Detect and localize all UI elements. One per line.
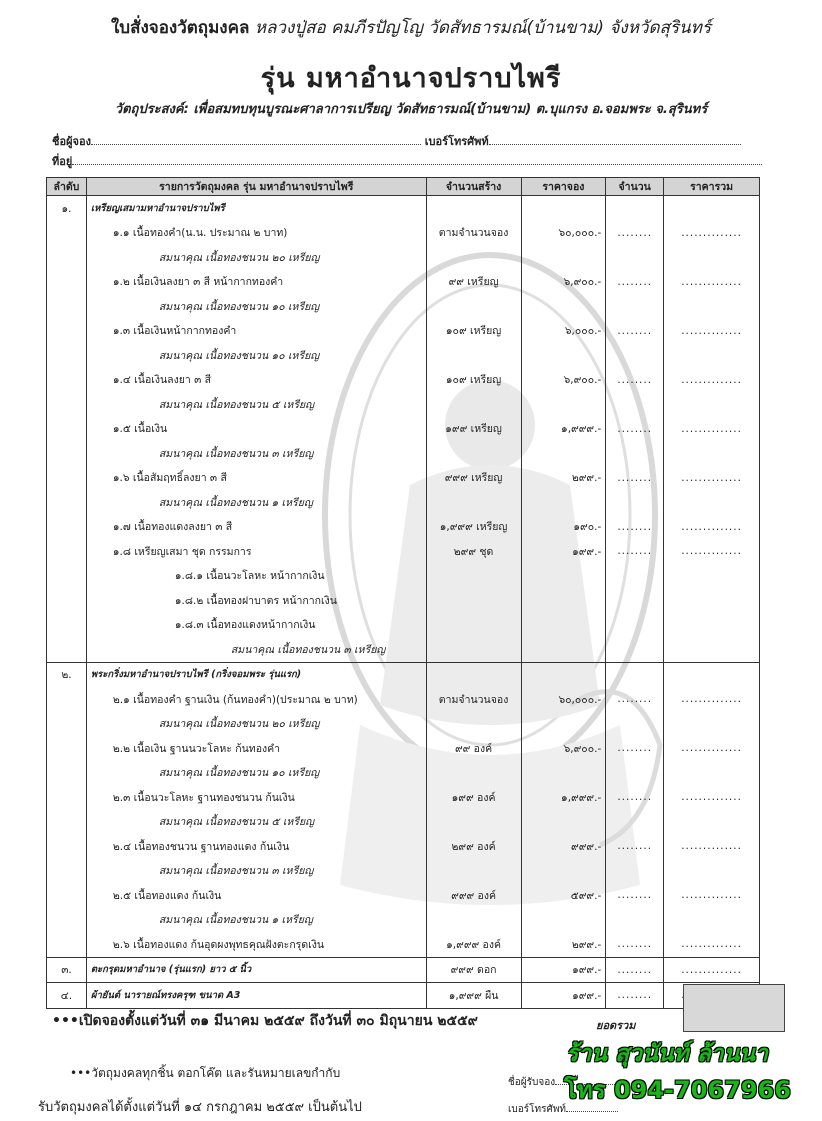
quantity-made: ตามจำนวนจอง — [426, 221, 521, 246]
item-name: ๒.๔ เนื้อทองชนวน ฐานทองแดง ก้นเงิน — [86, 834, 426, 859]
line-total-field[interactable]: .............. — [664, 883, 760, 908]
line-total-field[interactable]: .............. — [664, 368, 760, 393]
quantity-made — [426, 613, 521, 638]
quantity-made: ๑๙๙ องค์ — [426, 785, 521, 810]
table-row — [47, 712, 760, 737]
line-total-field[interactable]: .............. — [664, 834, 760, 859]
quantity-made — [426, 294, 521, 319]
quantity-made — [426, 196, 521, 221]
booking-price: ๑๙๐.- — [521, 515, 606, 540]
booking-price: ๑๙๙.- — [521, 957, 606, 983]
line-total-field[interactable]: .............. — [664, 466, 760, 491]
table-row — [47, 466, 760, 491]
quantity-made — [426, 859, 521, 884]
quantity-field[interactable]: ........ — [606, 539, 664, 564]
quantity-field — [606, 712, 664, 737]
row-number — [47, 883, 87, 908]
line-total-field — [664, 196, 760, 221]
booking-price: ๖,๐๐๐.- — [521, 319, 606, 344]
quantity-field — [606, 761, 664, 786]
item-name: ๑.๓ เนื้อเงินหน้ากากทองคำ — [86, 319, 426, 344]
booking-price — [521, 588, 606, 613]
item-name: ๒.๑ เนื้อทองคำ ฐานเงิน (ก้นทองคำ)(ประมาณ ๒ บาท) — [86, 687, 426, 712]
item-name: สมนาคุณ เนื้อทองชนวน ๒๐ เหรียญ — [86, 712, 426, 737]
line-total-field[interactable]: .............. — [664, 417, 760, 442]
booking-price — [521, 637, 606, 662]
col-no-header: ลำดับ — [47, 178, 87, 196]
line-total-field — [664, 662, 760, 687]
line-total-field — [664, 392, 760, 417]
grand-total-box[interactable] — [683, 984, 785, 1032]
table-row — [47, 564, 760, 589]
quantity-field — [606, 196, 664, 221]
table-header-row — [47, 178, 760, 196]
row-number — [47, 539, 87, 564]
quantity-field[interactable]: ........ — [606, 736, 664, 761]
line-total-field — [664, 810, 760, 835]
line-total-field — [664, 908, 760, 933]
booking-price — [521, 392, 606, 417]
quantity-made: ๙๙๙ องค์ — [426, 883, 521, 908]
booker-row — [52, 132, 741, 150]
item-name: สมนาคุณ เนื้อทองชนวน ๑ เหรียญ — [86, 908, 426, 933]
line-total-field — [664, 613, 760, 638]
quantity-field — [606, 564, 664, 589]
item-name: สมนาคุณ เนื้อทองชนวน ๑๐ เหรียญ — [86, 343, 426, 368]
booking-price: ๒๙๙.- — [521, 932, 606, 957]
row-number — [47, 588, 87, 613]
quantity-made: ๑,๙๙๙ เหรียญ — [426, 515, 521, 540]
table-row — [47, 368, 760, 393]
quantity-made — [426, 564, 521, 589]
quantity-made — [426, 908, 521, 933]
shop-phone: โทร 094-7067966 — [564, 1076, 791, 1104]
line-total-field — [664, 441, 760, 466]
table-row — [47, 932, 760, 957]
booking-price — [521, 810, 606, 835]
table-row — [47, 736, 760, 761]
row-number — [47, 834, 87, 859]
item-name: ๒.๖ เนื้อทองแดง ก้นอุดผงพุทธคุณฝังตะกรุดเงิน — [86, 932, 426, 957]
booking-price — [521, 613, 606, 638]
line-total-field — [664, 859, 760, 884]
quantity-made — [426, 490, 521, 515]
table-row — [47, 810, 760, 835]
quantity-made — [426, 637, 521, 662]
booking-price: ๙๙๙.- — [521, 834, 606, 859]
quantity-made: ๒๙๙ ชุด — [426, 539, 521, 564]
grand-total-label: ยอดรวม — [596, 1019, 636, 1032]
quantity-made: ๙๙๙ ดอก — [426, 957, 521, 983]
quantity-field[interactable]: ........ — [606, 957, 664, 983]
row-number: ๔. — [47, 983, 87, 1009]
table-row — [47, 883, 760, 908]
series-title: รุ่น มหาอำนาจปราบไพรี — [260, 63, 562, 94]
quantity-field[interactable]: ........ — [606, 515, 664, 540]
address-row — [52, 152, 762, 170]
table-row — [47, 761, 760, 786]
row-number — [47, 736, 87, 761]
table-row — [47, 196, 760, 221]
col-price-header: ราคาจอง — [521, 178, 606, 196]
address-label: ที่อยู่ — [52, 155, 73, 168]
quantity-field[interactable]: ........ — [606, 932, 664, 957]
quantity-field[interactable]: ........ — [606, 270, 664, 295]
quantity-made — [426, 343, 521, 368]
booking-price — [521, 343, 606, 368]
quantity-made — [426, 712, 521, 737]
booking-price: ๖,๙๐๐.- — [521, 368, 606, 393]
item-name: ตะกรุดมหาอำนาจ (รุ่นแรก) ยาว ๕ นิ้ว — [86, 957, 426, 983]
booking-price — [521, 490, 606, 515]
row-number — [47, 221, 87, 246]
row-number — [47, 245, 87, 270]
table-row — [47, 637, 760, 662]
table-row — [47, 392, 760, 417]
table-row — [47, 859, 760, 884]
row-number — [47, 368, 87, 393]
table-row — [47, 983, 760, 1009]
table-row — [47, 441, 760, 466]
table-row — [47, 245, 760, 270]
booking-price: ๑๙๙.- — [521, 539, 606, 564]
quantity-made: ๑,๙๙๙ องค์ — [426, 932, 521, 957]
line-total-field[interactable]: .............. — [664, 539, 760, 564]
line-total-field — [664, 588, 760, 613]
quantity-field — [606, 441, 664, 466]
line-total-field[interactable]: .............. — [664, 515, 760, 540]
row-number — [47, 392, 87, 417]
quantity-field[interactable]: ........ — [606, 417, 664, 442]
row-number — [47, 466, 87, 491]
quantity-field — [606, 662, 664, 687]
quantity-made — [426, 761, 521, 786]
booking-price — [521, 564, 606, 589]
item-name: สมนาคุณ เนื้อทองชนวน ๒๐ เหรียญ — [86, 245, 426, 270]
line-total-field[interactable]: .............. — [664, 957, 760, 983]
item-name: ๑.๘.๑ เนื้อนวะโลหะ หน้ากากเงิน — [86, 564, 426, 589]
quantity-field — [606, 859, 664, 884]
row-number — [47, 908, 87, 933]
quantity-made — [426, 810, 521, 835]
shop-name: ร้าน สุวนันท์ ล้านนา — [566, 1041, 768, 1067]
table-row — [47, 908, 760, 933]
quantity-field[interactable]: ........ — [606, 368, 664, 393]
item-name: สมนาคุณ เนื้อทองชนวน ๑ เหรียญ — [86, 490, 426, 515]
row-number: ๒. — [47, 662, 87, 687]
quantity-field — [606, 245, 664, 270]
booking-price — [521, 196, 606, 221]
quantity-field — [606, 588, 664, 613]
line-total-field[interactable]: .............. — [664, 687, 760, 712]
quantity-field — [606, 294, 664, 319]
item-name: ๒.๕ เนื้อทองแดง ก้นเงิน — [86, 883, 426, 908]
item-name: ๑.๘ เหรียญเสมา ชุด กรรมการ — [86, 539, 426, 564]
booking-price: ๑,๙๙๙.- — [521, 785, 606, 810]
table-row — [47, 662, 760, 687]
item-name: ๑.๘.๒ เนื้อทองฝาบาตร หน้ากากเงิน — [86, 588, 426, 613]
table-row — [47, 270, 760, 295]
line-total-field — [664, 712, 760, 737]
booking-price: ๖,๙๐๐.- — [521, 270, 606, 295]
quantity-field[interactable]: ........ — [606, 221, 664, 246]
purpose-line: วัตถุประสงค์: เพื่อสมทบทุนบูรณะศาลาการเปรียญ วัดสัทธารมณ์(บ้านขาม) ต.บุแกรง อ.จอมพระ จ.สุรินทร์ — [114, 102, 708, 117]
row-number — [47, 761, 87, 786]
col-made-header: จำนวนสร้าง — [426, 178, 521, 196]
row-number — [47, 270, 87, 295]
quantity-made: ตามจำนวนจอง — [426, 687, 521, 712]
row-number — [47, 490, 87, 515]
item-name: สมนาคุณ เนื้อทองชนวน ๑๐ เหรียญ — [86, 294, 426, 319]
quantity-made: ๑๐๙ เหรียญ — [426, 368, 521, 393]
line-total-field[interactable]: .............. — [664, 221, 760, 246]
row-number — [47, 637, 87, 662]
booker-phone-label: เบอร์โทรศัพท์ — [424, 135, 489, 148]
row-number — [47, 687, 87, 712]
quantity-made: ๒๙๙ องค์ — [426, 834, 521, 859]
line-total-field[interactable]: .............. — [664, 932, 760, 957]
row-number — [47, 785, 87, 810]
col-qty-header: จำนวน — [606, 178, 664, 196]
pickup-date: รับวัตถุมงคลได้ตั้งแต่วันที่ ๑๔ กรกฎาคม ๒๕๕๙ เป็นต้นไป — [38, 1100, 362, 1115]
item-name: ๒.๓ เนื้อนวะโลหะ ฐานทองชนวน ก้นเงิน — [86, 785, 426, 810]
col-item-header: รายการวัตถุมงคล รุ่น มหาอำนาจปราบไพรี — [86, 178, 426, 196]
booking-price: ๕๙๙.- — [521, 883, 606, 908]
quantity-field — [606, 343, 664, 368]
line-total-field[interactable]: .............. — [664, 785, 760, 810]
line-total-field — [664, 637, 760, 662]
item-name: พระกริ่งมหาอำนาจปราบไพรี (กริ่งจอมพระ รุ่นแรก) — [86, 662, 426, 687]
table-row — [47, 294, 760, 319]
booking-price — [521, 908, 606, 933]
booking-price: ๑,๙๙๙.- — [521, 417, 606, 442]
quantity-field[interactable]: ........ — [606, 834, 664, 859]
row-number — [47, 294, 87, 319]
quantity-field[interactable]: ........ — [606, 983, 664, 1009]
item-name: ๑.๔ เนื้อเงินลงยา ๓ สี — [86, 368, 426, 393]
quantity-made — [426, 441, 521, 466]
booking-price — [521, 712, 606, 737]
quantity-field[interactable]: ........ — [606, 883, 664, 908]
item-name: ๑.๕ เนื้อเงิน — [86, 417, 426, 442]
line-total-field — [664, 490, 760, 515]
row-number — [47, 441, 87, 466]
row-number — [47, 810, 87, 835]
row-number — [47, 319, 87, 344]
row-number — [47, 417, 87, 442]
table-row — [47, 343, 760, 368]
item-name: เหรียญเสมามหาอำนาจปราบไพรี — [86, 196, 426, 221]
booking-price — [521, 245, 606, 270]
item-name: สมนาคุณ เนื้อทองชนวน ๕ เหรียญ — [86, 392, 426, 417]
table-row — [47, 834, 760, 859]
line-total-field — [664, 761, 760, 786]
quantity-field — [606, 613, 664, 638]
booking-price — [521, 761, 606, 786]
line-total-field[interactable]: .............. — [664, 270, 760, 295]
quantity-made — [426, 662, 521, 687]
line-total-field — [664, 343, 760, 368]
booker-name-label: ชื่อผู้จอง — [52, 135, 91, 148]
booking-price: ๑๙๙.- — [521, 983, 606, 1009]
booking-price: ๖,๙๐๐.- — [521, 736, 606, 761]
quantity-made: ๑,๙๙๙ ผืน — [426, 983, 521, 1009]
quantity-field[interactable]: ........ — [606, 466, 664, 491]
quantity-made — [426, 245, 521, 270]
row-number — [47, 343, 87, 368]
quantity-field[interactable]: ........ — [606, 785, 664, 810]
row-number — [47, 932, 87, 957]
line-total-field — [664, 294, 760, 319]
quantity-field — [606, 908, 664, 933]
quantity-field[interactable]: ........ — [606, 687, 664, 712]
table-row — [47, 490, 760, 515]
quantity-field — [606, 637, 664, 662]
line-total-field[interactable]: .............. — [664, 319, 760, 344]
receiver-label: ชื่อผู้รับจอง — [508, 1077, 556, 1088]
address-field[interactable] — [72, 154, 762, 165]
quantity-made: ๑๐๙ เหรียญ — [426, 319, 521, 344]
quantity-field — [606, 490, 664, 515]
table-row — [47, 957, 760, 983]
form-title: ใบสั่งจองวัตถุมงคล หลวงปู่สอ คมภีรปัญโญ วัดสัทธารมณ์(บ้านขาม) จังหวัดสุรินทร์ — [110, 18, 711, 38]
item-name: ผ้ายันต์ นารายณ์ทรงครุฑ ขนาด A3 — [86, 983, 426, 1009]
booking-price — [521, 441, 606, 466]
item-name: สมนาคุณ เนื้อทองชนวน ๑๐ เหรียญ — [86, 761, 426, 786]
table-row — [47, 785, 760, 810]
booking-price: ๖๐,๐๐๐.- — [521, 687, 606, 712]
line-total-field[interactable]: .............. — [664, 736, 760, 761]
booking-price — [521, 662, 606, 687]
table-row — [47, 319, 760, 344]
line-total-field — [664, 245, 760, 270]
table-row — [47, 687, 760, 712]
item-name: ๒.๒ เนื้อเงิน ฐานนวะโลหะ ก้นทองคำ — [86, 736, 426, 761]
row-number — [47, 859, 87, 884]
receiver-phone-label: เบอร์โทรศัพท์ — [508, 1104, 567, 1115]
line-total-field — [664, 564, 760, 589]
table-row — [47, 417, 760, 442]
item-name: สมนาคุณ เนื้อทองชนวน ๕ เหรียญ — [86, 810, 426, 835]
table-row — [47, 221, 760, 246]
item-name: ๑.๒ เนื้อเงินลงยา ๓ สี หน้ากากทองคำ — [86, 270, 426, 295]
row-number: ๓. — [47, 957, 87, 983]
booking-price — [521, 859, 606, 884]
table-row — [47, 539, 760, 564]
item-name: สมนาคุณ เนื้อทองชนวน ๓ เหรียญ — [86, 859, 426, 884]
table-row — [47, 613, 760, 638]
row-number — [47, 613, 87, 638]
row-number — [47, 515, 87, 540]
row-number: ๑. — [47, 196, 87, 221]
col-total-header: ราคารวม — [664, 178, 760, 196]
quantity-made — [426, 392, 521, 417]
booker-name-field[interactable] — [91, 134, 421, 145]
item-name: สมนาคุณ เนื้อทองชนวน ๓ เหรียญ — [86, 637, 426, 662]
quantity-field — [606, 810, 664, 835]
booking-price — [521, 294, 606, 319]
item-name: ๑.๘.๓ เนื้อทองแดงหน้ากากเงิน — [86, 613, 426, 638]
quantity-made: ๑๙๙ เหรียญ — [426, 417, 521, 442]
item-name: ๑.๗ เนื้อทองแดงลงยา ๓ สี — [86, 515, 426, 540]
quantity-field[interactable]: ........ — [606, 319, 664, 344]
order-table — [46, 177, 760, 1009]
booking-price: ๒๙๙.- — [521, 466, 606, 491]
row-number — [47, 564, 87, 589]
coding-note: •••วัตถุมงคลทุกชิ้น ตอกโค๊ต และรันหมายเลขกำกับ — [70, 1066, 341, 1080]
quantity-field — [606, 392, 664, 417]
booking-price: ๖๐,๐๐๐.- — [521, 221, 606, 246]
quantity-made: ๙๙ องค์ — [426, 736, 521, 761]
row-number — [47, 712, 87, 737]
booking-period: •••เปิดจองตั้งแต่วันที่ ๓๑ มีนาคม ๒๕๕๙ ถึงวันที่ ๓๐ มิถุนายน ๒๕๕๙ — [52, 1013, 478, 1029]
table-row — [47, 588, 760, 613]
item-name: ๑.๖ เนื้อสัมฤทธิ์ลงยา ๓ สี — [86, 466, 426, 491]
item-name: สมนาคุณ เนื้อทองชนวน ๓ เหรียญ — [86, 441, 426, 466]
booker-phone-field[interactable] — [489, 134, 741, 145]
item-name: ๑.๑ เนื้อทองคำ(น.น. ประมาณ ๒ บาท) — [86, 221, 426, 246]
quantity-made — [426, 588, 521, 613]
quantity-made: ๙๙ เหรียญ — [426, 270, 521, 295]
table-row — [47, 515, 760, 540]
quantity-made: ๙๙๙ เหรียญ — [426, 466, 521, 491]
